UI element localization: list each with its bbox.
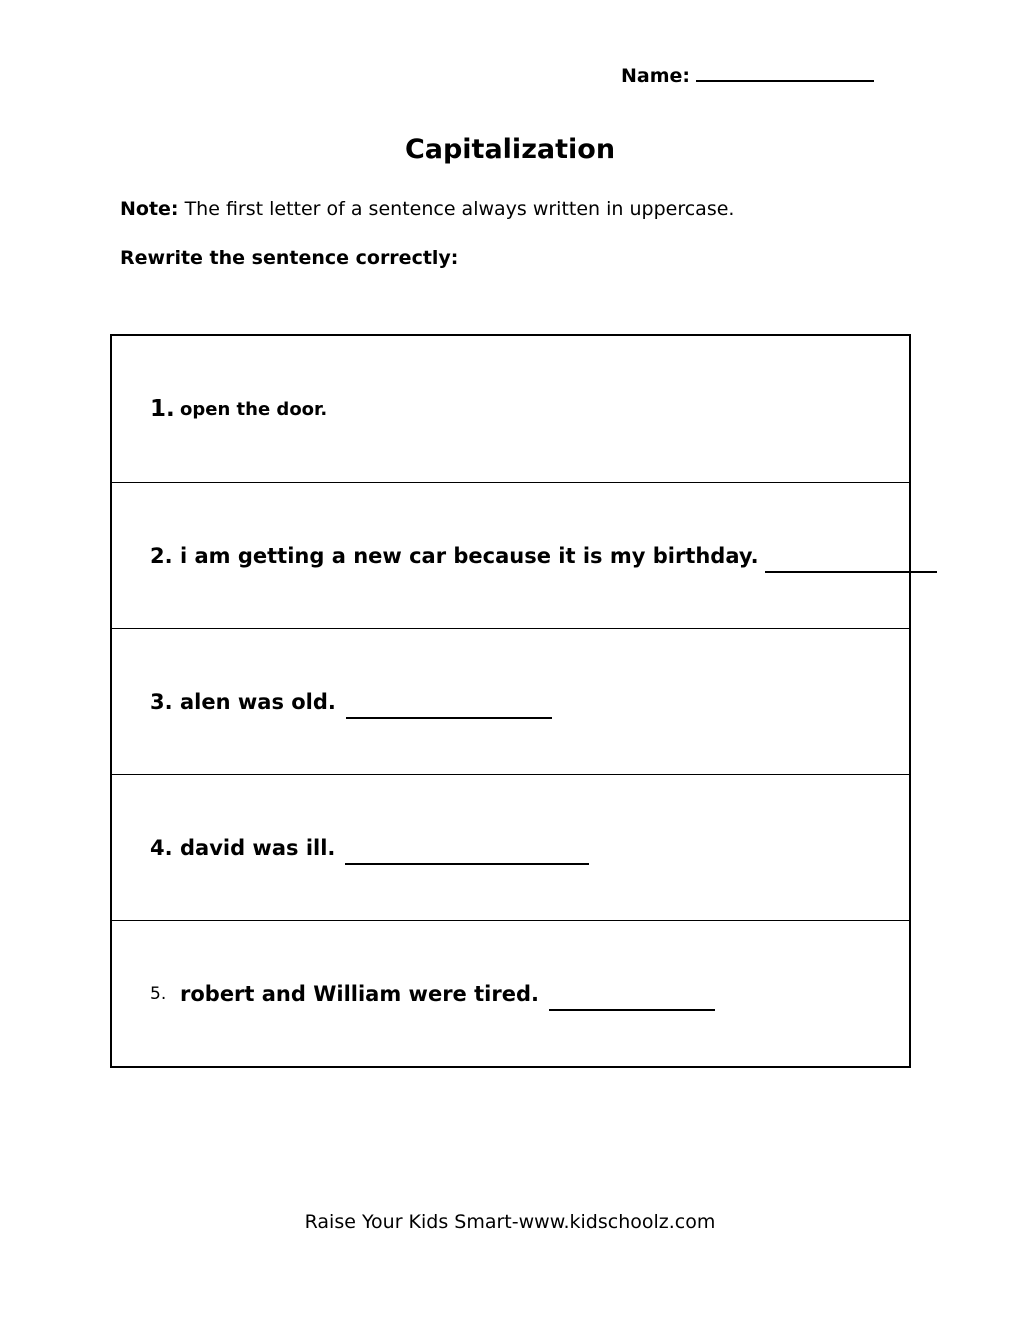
item-sentence: robert and William were tired.: [180, 981, 539, 1006]
item-number: 2.: [150, 543, 173, 568]
exercise-row: [112, 628, 909, 774]
exercise-table: [110, 334, 911, 1068]
item-sentence: david was ill.: [180, 835, 336, 860]
note-label: Note:: [120, 198, 179, 220]
name-field: [621, 62, 874, 87]
page-title: Capitalization: [404, 134, 616, 165]
item-number: 3.: [150, 689, 173, 714]
answer-blank-line[interactable]: [346, 697, 552, 719]
item-sentence: i am getting a new car because it is my birthday.: [180, 543, 759, 568]
name-label: Name:: [621, 65, 691, 87]
instruction: Rewrite the sentence correctly:: [120, 247, 459, 269]
footer-text: Raise Your Kids Smart-www.kidschoolz.com: [304, 1211, 716, 1233]
answer-blank-line[interactable]: [549, 989, 715, 1011]
item-number: 4.: [150, 835, 173, 860]
exercise-row: [112, 920, 909, 1066]
exercise-row: [112, 482, 909, 628]
item-sentence: alen was old.: [180, 689, 336, 714]
item-number: 5.: [150, 983, 167, 1004]
answer-blank-line[interactable]: [345, 843, 589, 865]
item-number: 1.: [150, 396, 175, 422]
name-blank-line[interactable]: [696, 62, 874, 82]
item-sentence: open the door.: [180, 398, 328, 420]
note-text: The first letter of a sentence always written in uppercase.: [178, 198, 735, 220]
exercise-row: [112, 774, 909, 920]
answer-blank-line[interactable]: [765, 551, 937, 573]
note: [120, 198, 734, 220]
exercise-row: [112, 336, 909, 482]
